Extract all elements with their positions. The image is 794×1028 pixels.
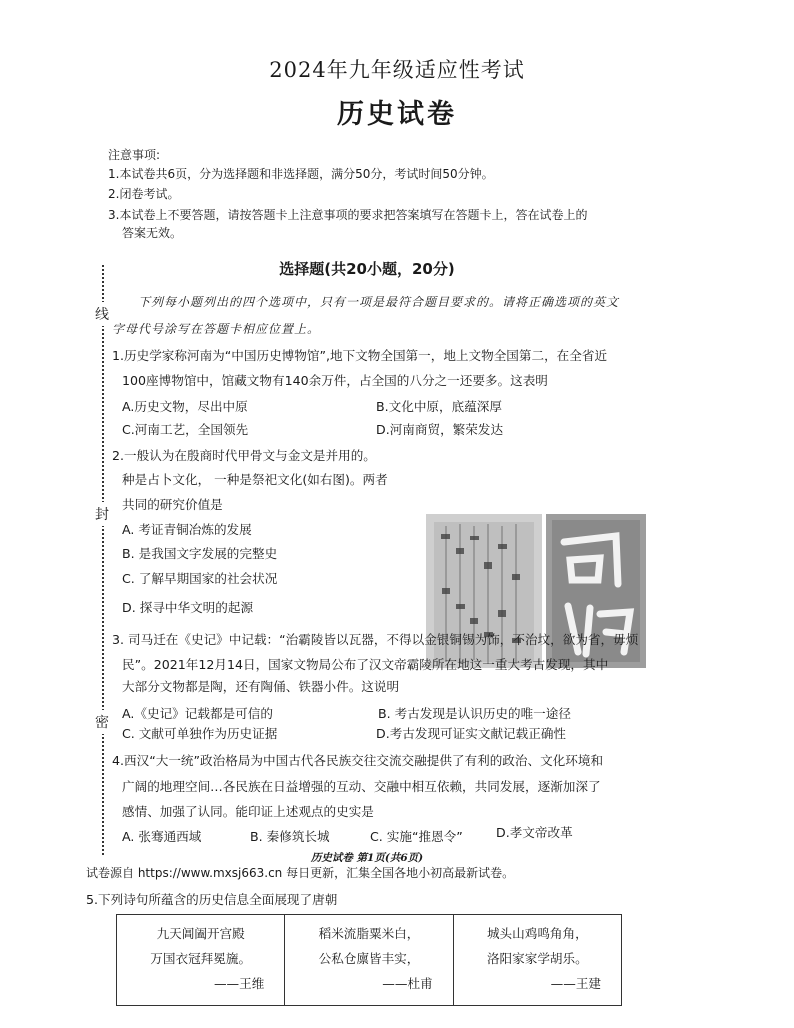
poem-table: [116, 914, 622, 1006]
poem-line: 稻米流脂粟米白，: [318, 926, 420, 941]
notice-item-3-cont: 答案无效。: [122, 226, 183, 240]
q2-stem-3: 共同的研究价值是: [122, 497, 223, 512]
notice-item-2: 2.闭卷考试。: [108, 187, 180, 201]
poem-line: 公私仓廪皆丰实，: [318, 951, 420, 966]
page-footer: 历史试卷 第1页(共6页): [310, 852, 424, 864]
section-instruction-2: 字母代号涂写在答题卡相应位置上。: [112, 322, 321, 336]
q3-option-d: D.考古发现可证实文献记载正确性: [376, 726, 567, 741]
q2-option-d: D. 探寻中华文明的起源: [122, 600, 254, 615]
q2-option-a: A. 考证青铜冶炼的发展: [122, 522, 252, 537]
q4-stem-1: 4.西汉“大一统”政治格局为中国古代各民族交往交流交融提供了有利的政治、文化环境和: [112, 753, 604, 768]
q2-stem-1: 2.一般认为在殷商时代甲骨文与金文是并用的。: [112, 448, 376, 463]
notice-item-3: 3.本试卷上不要答题，请按答题卡上注意事项的要求把答案填写在答题卡上，答在试卷上的: [108, 208, 588, 222]
poem-author: ——杜甫: [382, 976, 433, 991]
q2-option-b: B. 是我国文字发展的完整史: [122, 546, 278, 561]
exam-title: 2024年九年级适应性考试: [269, 58, 525, 82]
q2-stem-2: 种是占卜文化， 一种是祭祀文化(如右图)。两者: [122, 472, 388, 487]
q4-stem-3: 感情、加强了认同。能印证上述观点的史实是: [122, 804, 374, 819]
poem-author: ——王建: [550, 976, 601, 991]
poem-cell-wangjian: [453, 915, 621, 1006]
q1-stem-2: 100座博物馆中，馆藏文物有140余万件，占全国的八分之一还要多。这表明: [122, 373, 548, 388]
poem-line: 洛阳家家学胡乐。: [486, 951, 588, 966]
binding-dotted-line: [102, 265, 104, 855]
section-instruction-1: 下列每小题列出的四个选项中，只有一项是最符合题目要求的。请将正确选项的英文: [138, 295, 620, 309]
q1-option-c: C.河南工艺，全国领先: [122, 422, 249, 437]
q5-stem: 5.下列诗句所蕴含的历史信息全面展现了唐朝: [86, 892, 338, 907]
poem-cell-wangwei: [117, 915, 285, 1006]
binding-mark-secret: 密: [95, 710, 109, 734]
q4-option-b: B. 秦修筑长城: [250, 829, 330, 844]
q3-option-b: B. 考古发现是认识历史的唯一途径: [378, 706, 571, 721]
poem-line: 九天阊阖开宫殿: [156, 926, 245, 941]
q4-option-d: D.孝文帝改革: [496, 825, 573, 840]
q4-stem-2: 广阔的地理空间…各民族在日益增强的互动、交融中相互依赖，共同发展，逐渐加深了: [122, 779, 601, 794]
binding-mark-line: 线: [95, 302, 109, 326]
q1-option-d: D.河南商贸，繁荣发达: [376, 422, 504, 437]
q2-option-c: C. 了解早期国家的社会状况: [122, 571, 278, 586]
poem-author: ——王维: [213, 976, 265, 991]
q3-option-c: C. 文献可单独作为历史证据: [122, 726, 278, 741]
q3-stem-1: 3. 司马迁在《史记》中记载：“治霸陵皆以瓦器，不得以金银铜锡为饰，不治坟，欲为省，毋烦: [112, 632, 639, 647]
poem-cell-dufu: [285, 915, 453, 1006]
notice-item-1: 1.本试卷共6页，分为选择题和非选择题，满分50分，考试时间50分钟。: [108, 167, 494, 181]
notice-heading: 注意事项:: [108, 148, 161, 162]
poem-line: 城头山鸡鸣角角，: [486, 926, 588, 941]
q4-option-a: A. 张骞通西域: [122, 829, 202, 844]
q1-option-a: A.历史文物，尽出中原: [122, 399, 248, 414]
q4-option-c: C. 实施“推恩令”: [370, 829, 463, 844]
q3-stem-3: 大部分文物都是陶，还有陶俑、铁器小件。这说明: [122, 679, 400, 694]
q3-stem-2: 民”。2021年12月14日，国家文物局公布了汉文帝霸陵所在地这一重大考古发现，其中: [122, 657, 609, 672]
q1-stem-1: 1.历史学家称河南为“中国历史博物馆”,地下文物全国第一，地上文物全国第二，在全省近: [112, 348, 608, 363]
q1-option-b: B.文化中原，底蕴深厚: [376, 399, 502, 414]
poem-line: 万国衣冠拜冕旒。: [150, 951, 252, 966]
source-line: 试卷源自 https://www.mxsj663.cn 每日更新，汇集全国各地小初高最新试卷。: [86, 866, 515, 880]
q3-option-a: A.《史记》记载都是可信的: [122, 706, 273, 721]
section-title: 选择题(共20小题，20分): [279, 260, 455, 278]
paper-title: 历史试卷: [337, 99, 457, 130]
binding-mark-seal: 封: [95, 502, 109, 526]
